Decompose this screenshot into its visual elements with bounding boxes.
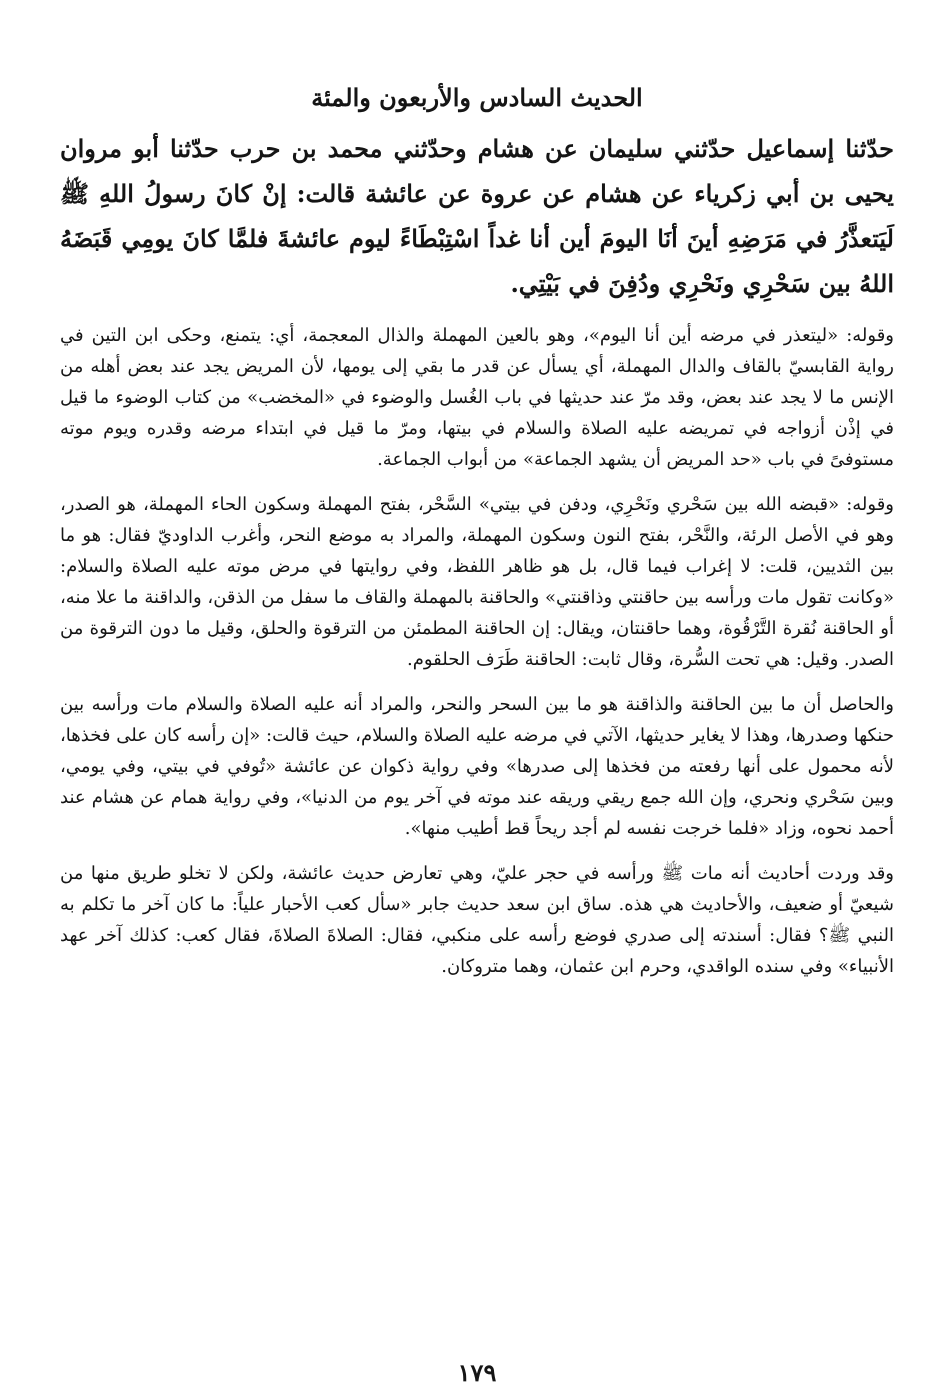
hadith-heading: الحديث السادس والأربعون والمئة — [311, 83, 643, 112]
commentary-paragraph-3: والحاصل أن ما بين الحاقنة والذاقنة هو ما بين السحر والنحر، والمراد أنه عليه الصلاة والسلام مات ورأسه بين حنكها وصدرها، وهذا لا يغاير حديثها، الآتي في مرضه عليه الصلاة والسلام، حيث قالت: «إن رأسه كان على فخذها، لأنه محمول على أنها رفعته من فخذها إلى صدرها» وفي رواية ذكوان عن عائشة «تُوفي في بيتي، وفي يومي، وبين سَحْري ونحري، وإن الله جمع ريقي وريقه عند موته في آخر يوم من الدنيا»، وفي رواية همام عن هشام عند أحمد نحوه، وزاد «فلما خرجت نفسه لم أجد ريحاً قط أطيب منها». — [60, 694, 894, 839]
book-page — [60, 78, 894, 1387]
page-number: ١٧٩ — [457, 1358, 497, 1387]
commentary-paragraph-4: وقد وردت أحاديث أنه مات ﷺ ورأسه في حجر عليّ، وهي تعارض حديث عائشة، ولكن لا تخلو طريق منها من شيعيّ أو ضعيف، والأحاديث هي هذه. ساق ابن سعد حديث جابر «سأل كعب الأحبار علياً: ما كان آخر ما تكلم به النبي ﷺ؟ فقال: أسندته إلى صدري فوضع رأسه على منكبي، فقال: الصلاةَ الصلاةَ، فقال كعب: كذلك آخر عهد الأنبياء» وفي سنده الواقدي، وحرم ابن عثمان، وهما متروكان. — [60, 863, 894, 977]
hadith-text: حدّثنا إسماعيل حدّثني سليمان عن هشام وحدّثني محمد بن حرب حدّثنا أبو مروان يحيى بن أبي زكرياء عن هشام عن عروة عن عائشة قالت: إنْ كانَ رسولُ اللهِ ﷺ لَيَتعذَّرُ في مَرَضِهِ أينَ أنَا اليومَ أين أنا غداً اسْتِبْطَاءً ليوم عائشةَ فلمَّا كانَ يومِي قَبَضَهُ اللهُ بين سَحْرِي ونَحْرِي ودُفِنَ في بَيْتِي. — [60, 134, 894, 298]
commentary-paragraph-2: وقوله: «قبضه الله بين سَحْري ونَحْرِي، ودفن في بيتي» السَّحْر، بفتح المهملة وسكون الحاء المهملة، هو الصدر، وهو في الأصل الرئة، والنَّحْر، بفتح النون وسكون المهملة، والمراد به موضع النحر، وأغرب الداوديّ فقال: هو ما بين الثديين، قلت: لا إغراب فيما قال، بل هو ظاهر اللفظ، وفي روايتها في مرض موته عليه الصلاة والسلام: «وكانت تقول مات ورأسه بين حاقنتي وذاقنتي» والحاقنة بالمهملة والقاف ما سفل من الذقن، والداقنة ما علا منه، أو الحاقنة نُقرة التَّرْقُوة، وهما حاقنتان، ويقال: إن الحاقنة المطمئن من الترقوة والحلق، وقيل ما دون الترقوة من الصدر. وقيل: هي تحت السُّرة، وقال ثابت: الحاقنة طَرَف الحلقوم. — [60, 494, 894, 670]
commentary-paragraph-1: وقوله: «ليتعذر في مرضه أين أنا اليوم»، وهو بالعين المهملة والذال المعجمة، أي: يتمنع، وحكى ابن التين في رواية القابسيّ بالقاف والدال المهملة، أي يسأل عن قدر ما بقي إلى يومها، لأن المريض يجد عند بعض أهله من الإنس ما لا يجد عند بعض، وقد مرّ عند حديثها في باب الغُسل والوضوء في «المخضب» من كتاب الوضوء ما قيل في إذْن أزواجه في تمريضه عليه الصلاة والسلام في بيتها، ومرّ ما قيل في ابتداء مرضه وقدره ويوم موته مستوفىً في باب «حد المريض أن يشهد الجماعة» من أبواب الجماعة. — [60, 325, 894, 470]
